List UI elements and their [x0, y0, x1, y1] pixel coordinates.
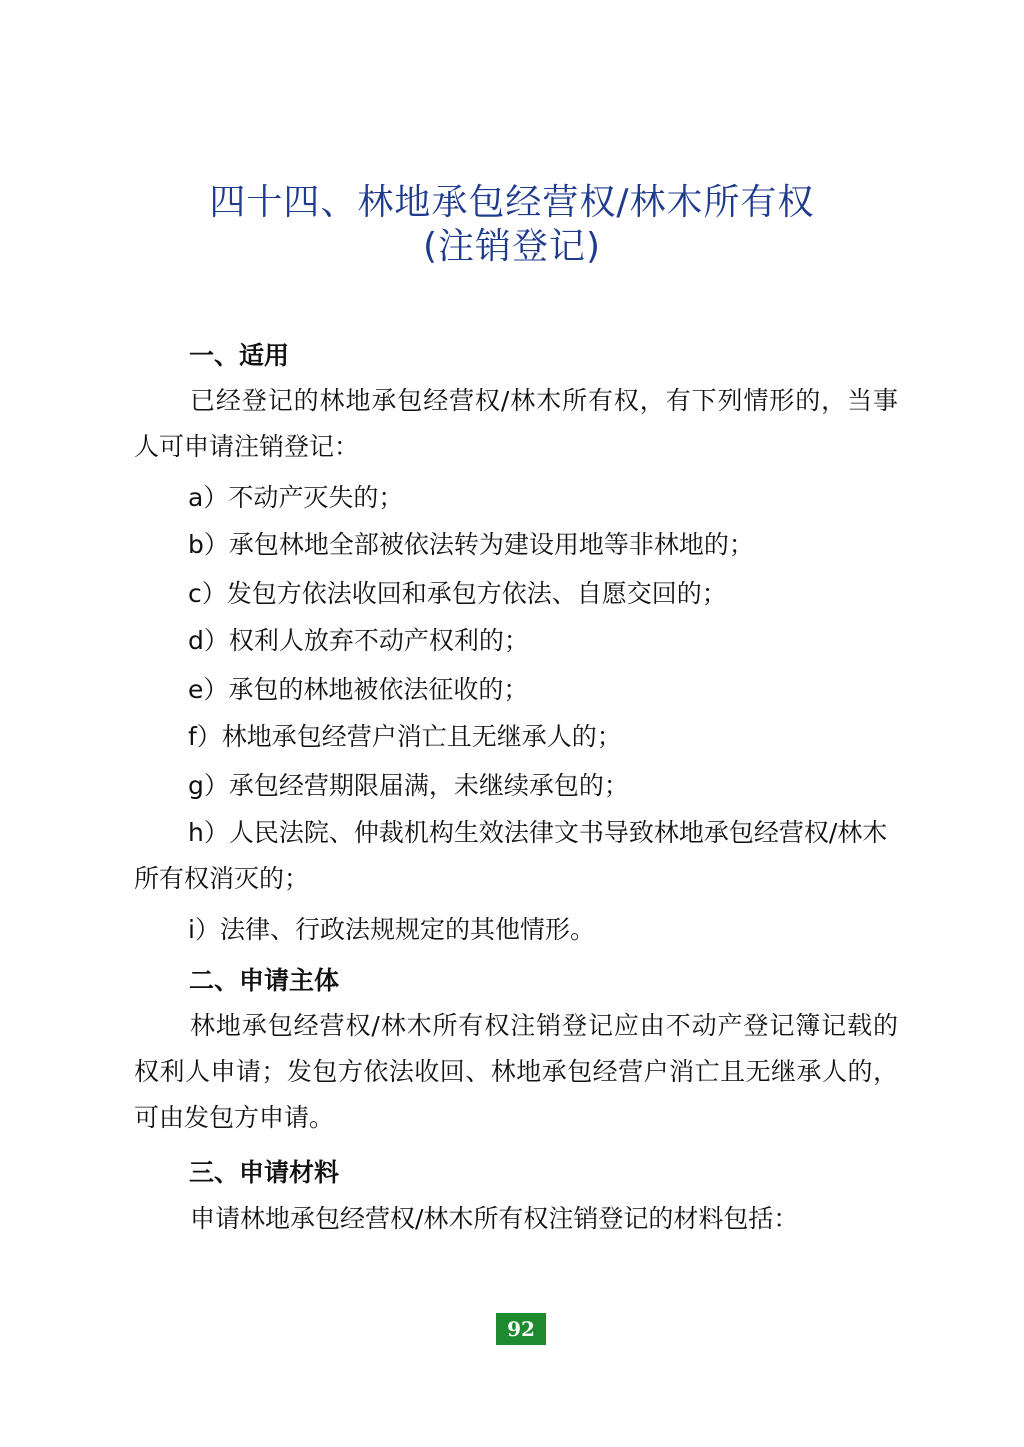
page-number-badge: 92 — [496, 1313, 546, 1345]
list-item: a）不动产灭失的； — [188, 483, 404, 512]
list-item: i）法律、行政法规规定的其他情形。 — [188, 915, 595, 944]
section-heading-applicant: 二、申请主体 — [189, 966, 340, 995]
list-item: e）承包的林地被依法征收的； — [188, 675, 529, 704]
section-body-paragraph: 林地承包经营权/林木所有权注销登记应由不动产登记簿记载的权利人申请；发包方依法收回、林地承包经营户消亡且无继承人的，可由发包方申请。 — [134, 1011, 898, 1132]
list-item: g）承包经营期限届满，未继续承包的； — [188, 771, 629, 800]
list-item: c）发包方依法收回和承包方依法、自愿交回的； — [188, 579, 727, 608]
list-item: f）林地承包经营户消亡且无继承人的； — [188, 722, 622, 751]
page-title: 四十四、林地承包经营权/林木所有权 — [209, 182, 815, 223]
section-body-paragraph: 申请林地承包经营权/林木所有权注销登记的材料包括： — [190, 1204, 799, 1233]
page-subtitle: (注销登记) — [422, 226, 602, 267]
section-heading-applicability: 一、适用 — [189, 341, 290, 370]
list-item: h）人民法院、仲裁机构生效法律文书导致林地承包经营权/林木所有权消灭的； — [134, 818, 888, 893]
section-intro-paragraph: 已经登记的林地承包经营权/林木所有权，有下列情形的，当事人可申请注销登记： — [134, 386, 898, 461]
section-heading-materials: 三、申请材料 — [189, 1158, 340, 1187]
list-item: b）承包林地全部被依法转为建设用地等非林地的； — [188, 530, 754, 559]
list-item: d）权利人放弃不动产权利的； — [188, 626, 529, 655]
